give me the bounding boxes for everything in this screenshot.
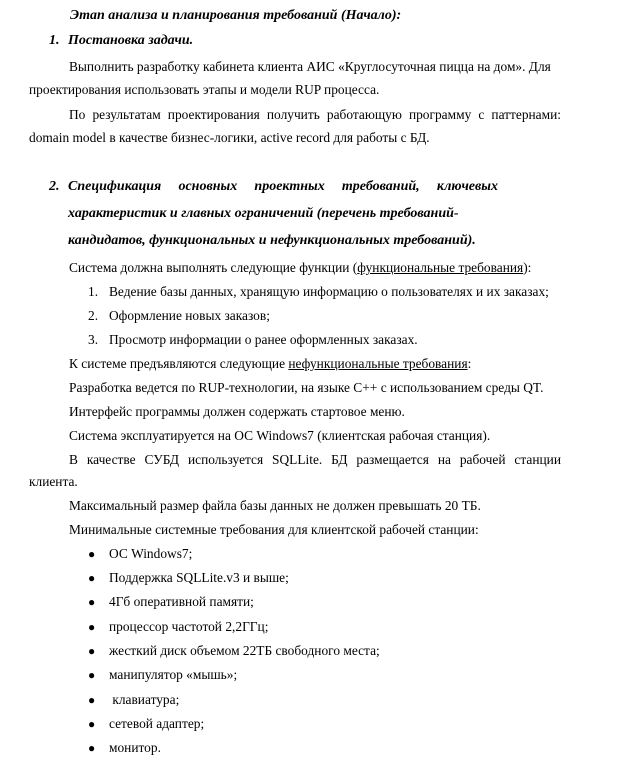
- list-item: процессор частотой 2,2ГГц;: [109, 619, 269, 634]
- nonfunctional-intro-text-before: К системе предъявляются следующие: [69, 356, 289, 371]
- list-item: Оформление новых заказов;: [109, 308, 270, 323]
- requirement-dbms-line2: клиента.: [29, 474, 78, 489]
- list-item: Просмотр информации о ранее оформленных заказах.: [109, 332, 418, 347]
- section2-heading-line1: Спецификация основных проектных требований, ключевых: [68, 179, 498, 194]
- section1-paragraph2-line2: domain model в качестве бизнес-логики, active record для работы с БД.: [29, 130, 430, 145]
- bullet-icon: ●: [88, 571, 96, 585]
- list-item: клавиатура;: [109, 692, 180, 707]
- bullet-icon: ●: [88, 620, 96, 634]
- list-item-number: 2.: [88, 308, 99, 323]
- list-item-number: 3.: [88, 332, 99, 347]
- bullet-icon: ●: [88, 595, 96, 609]
- bullet-icon: ●: [88, 668, 96, 682]
- functional-requirements-term: функциональные требования: [357, 260, 524, 275]
- requirement-db-size: Максимальный размер файла базы данных не должен превышать 20 ТБ.: [69, 498, 481, 513]
- requirement-os: Система эксплуатируется на ОС Windows7 (клиентская рабочая станция).: [69, 428, 491, 443]
- list-item: манипулятор «мышь»;: [109, 667, 238, 682]
- section1-heading: Постановка задачи.: [68, 33, 194, 48]
- section2-heading-line2: характеристик и главных ограничений (перечень требований-: [68, 206, 459, 221]
- functional-intro-text-before: Система должна выполнять следующие функции (: [69, 260, 358, 275]
- section1-number: 1.: [49, 33, 60, 48]
- nonfunctional-intro-text-after: :: [467, 356, 472, 371]
- bullet-icon: ●: [88, 717, 96, 731]
- list-item: Ведение базы данных, хранящую информацию о пользователях и их заказах;: [109, 284, 549, 299]
- bullet-icon: ●: [88, 741, 96, 755]
- list-item: ОС Windows7;: [109, 546, 193, 561]
- bullet-icon: ●: [88, 547, 96, 561]
- bullet-icon: ●: [88, 693, 96, 707]
- section1-paragraph1-line2: проектирования использовать этапы и модели RUP процесса.: [29, 82, 380, 97]
- section2-heading-line3: кандидатов, функциональных и нефункциональных требований).: [68, 233, 476, 248]
- list-item-number: 1.: [88, 284, 99, 299]
- list-item: Поддержка SQLLite.v3 и выше;: [109, 570, 289, 585]
- list-item: монитор.: [109, 740, 161, 755]
- section1-paragraph1-line1: Выполнить разработку кабинета клиента АИС «Круглосуточная пицца на дом». Для: [69, 59, 551, 74]
- bullet-icon: ●: [88, 644, 96, 658]
- list-item: 4Гб оперативной памяти;: [109, 594, 254, 609]
- nonfunctional-requirements-term: нефункциональные требования: [288, 356, 468, 371]
- section2-number: 2.: [49, 179, 60, 194]
- list-item: жесткий диск объемом 22ТБ свободного места;: [109, 643, 380, 658]
- requirement-dbms-line1: В качестве СУБД используется SQLLite. БД размещается на рабочей станции: [69, 452, 561, 467]
- functional-requirements-intro: [69, 260, 531, 276]
- document-title: Этап анализа и планирования требований (Начало):: [70, 8, 402, 23]
- nonfunctional-requirements-intro: [69, 356, 471, 372]
- list-item: сетевой адаптер;: [109, 716, 205, 731]
- requirement-system-intro: Минимальные системные требования для клиентской рабочей станции:: [69, 522, 479, 537]
- requirement-start-menu: Интерфейс программы должен содержать стартовое меню.: [69, 404, 405, 419]
- requirement-technology: Разработка ведется по RUP-технологии, на языке С++ с использованием среды QT.: [69, 380, 544, 395]
- functional-intro-text-after: ):: [523, 260, 532, 275]
- section1-paragraph2-line1: По результатам проектирования получить работающую программу с паттернами:: [69, 107, 561, 122]
